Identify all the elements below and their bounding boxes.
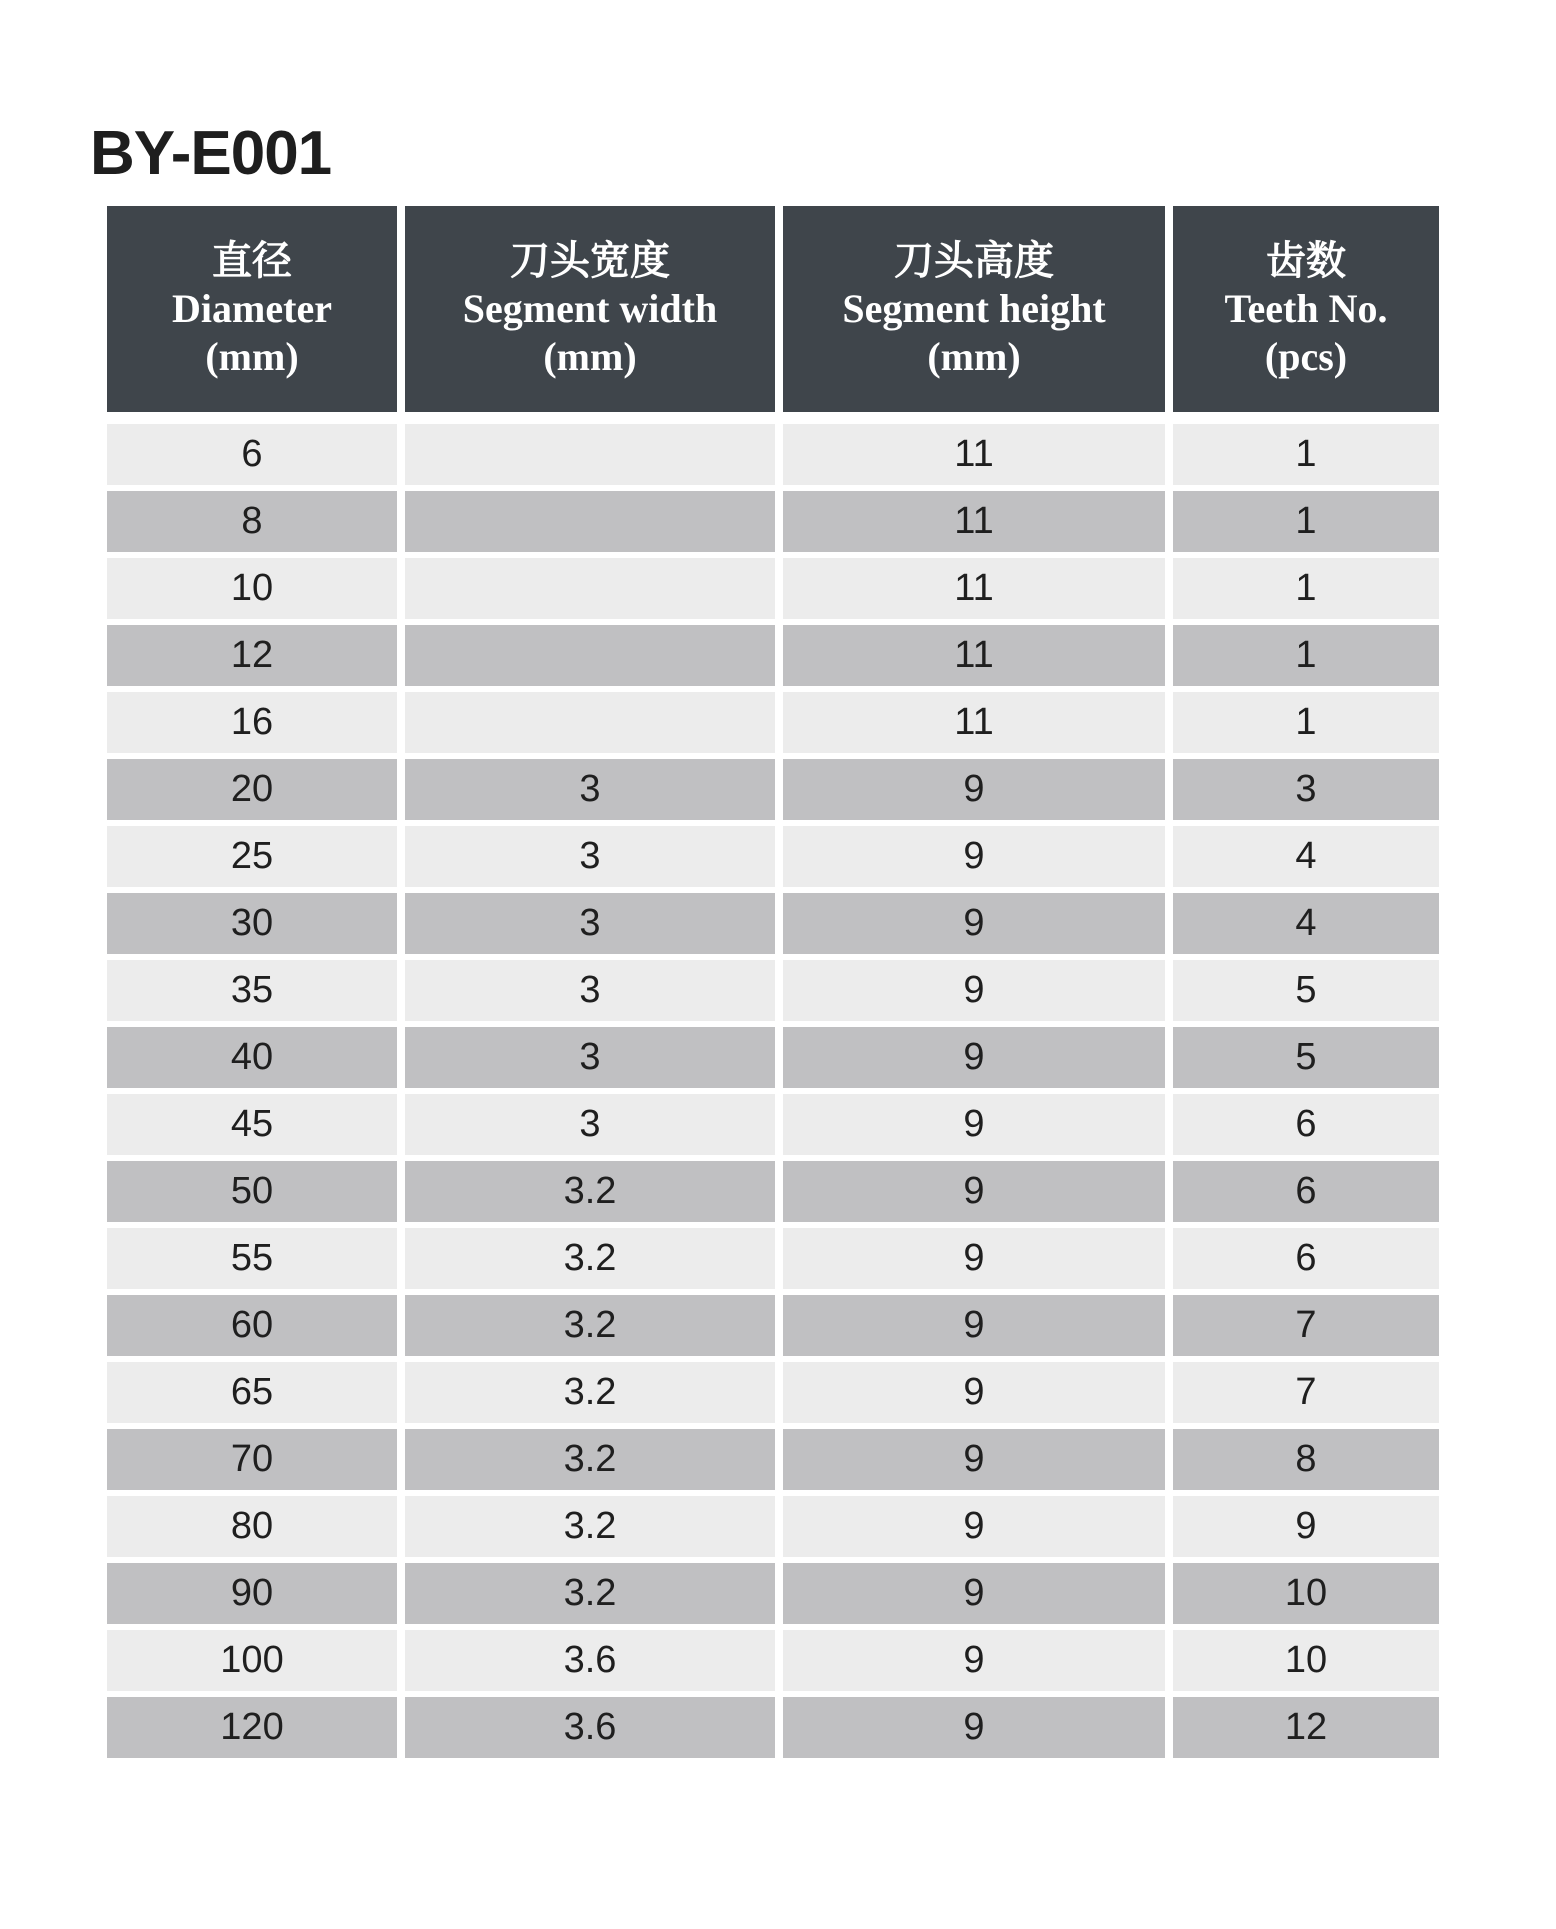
header-en: Segment width bbox=[462, 286, 718, 331]
table-row bbox=[107, 759, 1439, 820]
table-row bbox=[107, 424, 1439, 485]
cell-segment-width: 3 bbox=[405, 960, 775, 1021]
cell-segment-width bbox=[405, 692, 775, 753]
table-row bbox=[107, 1161, 1439, 1222]
cell-diameter: 90 bbox=[107, 1563, 397, 1624]
table-row bbox=[107, 1228, 1439, 1289]
cell-teeth-no: 5 bbox=[1173, 1027, 1439, 1088]
cell-segment-height: 11 bbox=[783, 558, 1165, 619]
cell-diameter: 16 bbox=[107, 692, 397, 753]
cell-segment-height: 11 bbox=[783, 424, 1165, 485]
cell-segment-width: 3.6 bbox=[405, 1697, 775, 1758]
cell-teeth-no: 5 bbox=[1173, 960, 1439, 1021]
header-en: Segment height bbox=[842, 286, 1106, 331]
cell-diameter: 20 bbox=[107, 759, 397, 820]
table-header bbox=[107, 206, 1439, 412]
cell-diameter: 6 bbox=[107, 424, 397, 485]
cell-segment-width: 3 bbox=[405, 1094, 775, 1155]
cell-segment-width: 3 bbox=[405, 759, 775, 820]
table-row bbox=[107, 1496, 1439, 1557]
header-row bbox=[107, 206, 1439, 412]
cell-segment-width: 3.2 bbox=[405, 1228, 775, 1289]
cell-teeth-no: 1 bbox=[1173, 625, 1439, 686]
cell-segment-width: 3 bbox=[405, 1027, 775, 1088]
header-cn: 刀头宽度 bbox=[510, 238, 670, 283]
table-row bbox=[107, 960, 1439, 1021]
table-row bbox=[107, 1429, 1439, 1490]
table-row bbox=[107, 1295, 1439, 1356]
cell-segment-width bbox=[405, 558, 775, 619]
cell-segment-width: 3.2 bbox=[405, 1161, 775, 1222]
cell-segment-height: 9 bbox=[783, 1161, 1165, 1222]
table-row bbox=[107, 1094, 1439, 1155]
cell-segment-height: 11 bbox=[783, 625, 1165, 686]
cell-diameter: 70 bbox=[107, 1429, 397, 1490]
cell-segment-height: 9 bbox=[783, 1094, 1165, 1155]
cell-diameter: 60 bbox=[107, 1295, 397, 1356]
table-row bbox=[107, 1027, 1439, 1088]
cell-segment-width: 3 bbox=[405, 893, 775, 954]
cell-diameter: 12 bbox=[107, 625, 397, 686]
table-row bbox=[107, 692, 1439, 753]
cell-diameter: 55 bbox=[107, 1228, 397, 1289]
cell-segment-height: 9 bbox=[783, 893, 1165, 954]
table-row bbox=[107, 1362, 1439, 1423]
header-cn: 刀头高度 bbox=[894, 238, 1054, 283]
header-cn: 直径 bbox=[212, 238, 292, 283]
cell-segment-height: 9 bbox=[783, 1362, 1165, 1423]
table-row bbox=[107, 1697, 1439, 1758]
cell-segment-height: 9 bbox=[783, 1027, 1165, 1088]
cell-diameter: 120 bbox=[107, 1697, 397, 1758]
header-en: Diameter bbox=[172, 286, 332, 331]
table-row bbox=[107, 1563, 1439, 1624]
header-cn: 齿数 bbox=[1266, 238, 1346, 283]
cell-diameter: 50 bbox=[107, 1161, 397, 1222]
cell-segment-width: 3.2 bbox=[405, 1362, 775, 1423]
cell-segment-height: 9 bbox=[783, 1496, 1165, 1557]
cell-segment-height: 9 bbox=[783, 1630, 1165, 1691]
cell-teeth-no: 4 bbox=[1173, 893, 1439, 954]
header-unit: (mm) bbox=[205, 334, 299, 379]
cell-segment-width: 3.2 bbox=[405, 1496, 775, 1557]
cell-teeth-no: 7 bbox=[1173, 1362, 1439, 1423]
cell-segment-width: 3.2 bbox=[405, 1563, 775, 1624]
cell-segment-height: 9 bbox=[783, 1563, 1165, 1624]
cell-segment-height: 9 bbox=[783, 1429, 1165, 1490]
cell-diameter: 100 bbox=[107, 1630, 397, 1691]
cell-segment-width: 3.2 bbox=[405, 1295, 775, 1356]
cell-teeth-no: 10 bbox=[1173, 1630, 1439, 1691]
cell-teeth-no: 1 bbox=[1173, 424, 1439, 485]
cell-teeth-no: 7 bbox=[1173, 1295, 1439, 1356]
table-row bbox=[107, 1630, 1439, 1691]
cell-teeth-no: 8 bbox=[1173, 1429, 1439, 1490]
cell-teeth-no: 9 bbox=[1173, 1496, 1439, 1557]
header-segment-width bbox=[405, 206, 775, 412]
header-teeth-no bbox=[1173, 206, 1439, 412]
header-unit: (pcs) bbox=[1264, 334, 1348, 379]
cell-segment-height: 9 bbox=[783, 1295, 1165, 1356]
cell-teeth-no: 1 bbox=[1173, 692, 1439, 753]
cell-diameter: 8 bbox=[107, 491, 397, 552]
header-en: Teeth No. bbox=[1224, 286, 1388, 331]
cell-diameter: 10 bbox=[107, 558, 397, 619]
spec-table bbox=[99, 200, 1447, 1764]
cell-segment-width: 3 bbox=[405, 826, 775, 887]
cell-teeth-no: 3 bbox=[1173, 759, 1439, 820]
page-title: BY-E001 bbox=[90, 119, 332, 188]
cell-segment-height: 9 bbox=[783, 1228, 1165, 1289]
cell-segment-width: 3.2 bbox=[405, 1429, 775, 1490]
header-diameter bbox=[107, 206, 397, 412]
table-body bbox=[107, 418, 1439, 1758]
cell-segment-height: 9 bbox=[783, 960, 1165, 1021]
cell-teeth-no: 4 bbox=[1173, 826, 1439, 887]
cell-teeth-no: 1 bbox=[1173, 491, 1439, 552]
header-unit: (mm) bbox=[543, 334, 637, 379]
cell-segment-height: 9 bbox=[783, 826, 1165, 887]
cell-segment-width bbox=[405, 424, 775, 485]
cell-teeth-no: 6 bbox=[1173, 1161, 1439, 1222]
cell-segment-height: 11 bbox=[783, 491, 1165, 552]
cell-teeth-no: 12 bbox=[1173, 1697, 1439, 1758]
cell-diameter: 45 bbox=[107, 1094, 397, 1155]
header-segment-height bbox=[783, 206, 1165, 412]
cell-teeth-no: 10 bbox=[1173, 1563, 1439, 1624]
cell-diameter: 25 bbox=[107, 826, 397, 887]
cell-diameter: 35 bbox=[107, 960, 397, 1021]
header-unit: (mm) bbox=[927, 334, 1021, 379]
table-row bbox=[107, 491, 1439, 552]
cell-segment-width bbox=[405, 625, 775, 686]
cell-segment-height: 11 bbox=[783, 692, 1165, 753]
cell-segment-width: 3.6 bbox=[405, 1630, 775, 1691]
cell-teeth-no: 6 bbox=[1173, 1228, 1439, 1289]
table-row bbox=[107, 826, 1439, 887]
cell-teeth-no: 6 bbox=[1173, 1094, 1439, 1155]
table-row bbox=[107, 893, 1439, 954]
cell-diameter: 40 bbox=[107, 1027, 397, 1088]
cell-diameter: 30 bbox=[107, 893, 397, 954]
cell-diameter: 80 bbox=[107, 1496, 397, 1557]
cell-segment-height: 9 bbox=[783, 759, 1165, 820]
cell-diameter: 65 bbox=[107, 1362, 397, 1423]
cell-teeth-no: 1 bbox=[1173, 558, 1439, 619]
cell-segment-width bbox=[405, 491, 775, 552]
table-row bbox=[107, 558, 1439, 619]
cell-segment-height: 9 bbox=[783, 1697, 1165, 1758]
table-row bbox=[107, 625, 1439, 686]
